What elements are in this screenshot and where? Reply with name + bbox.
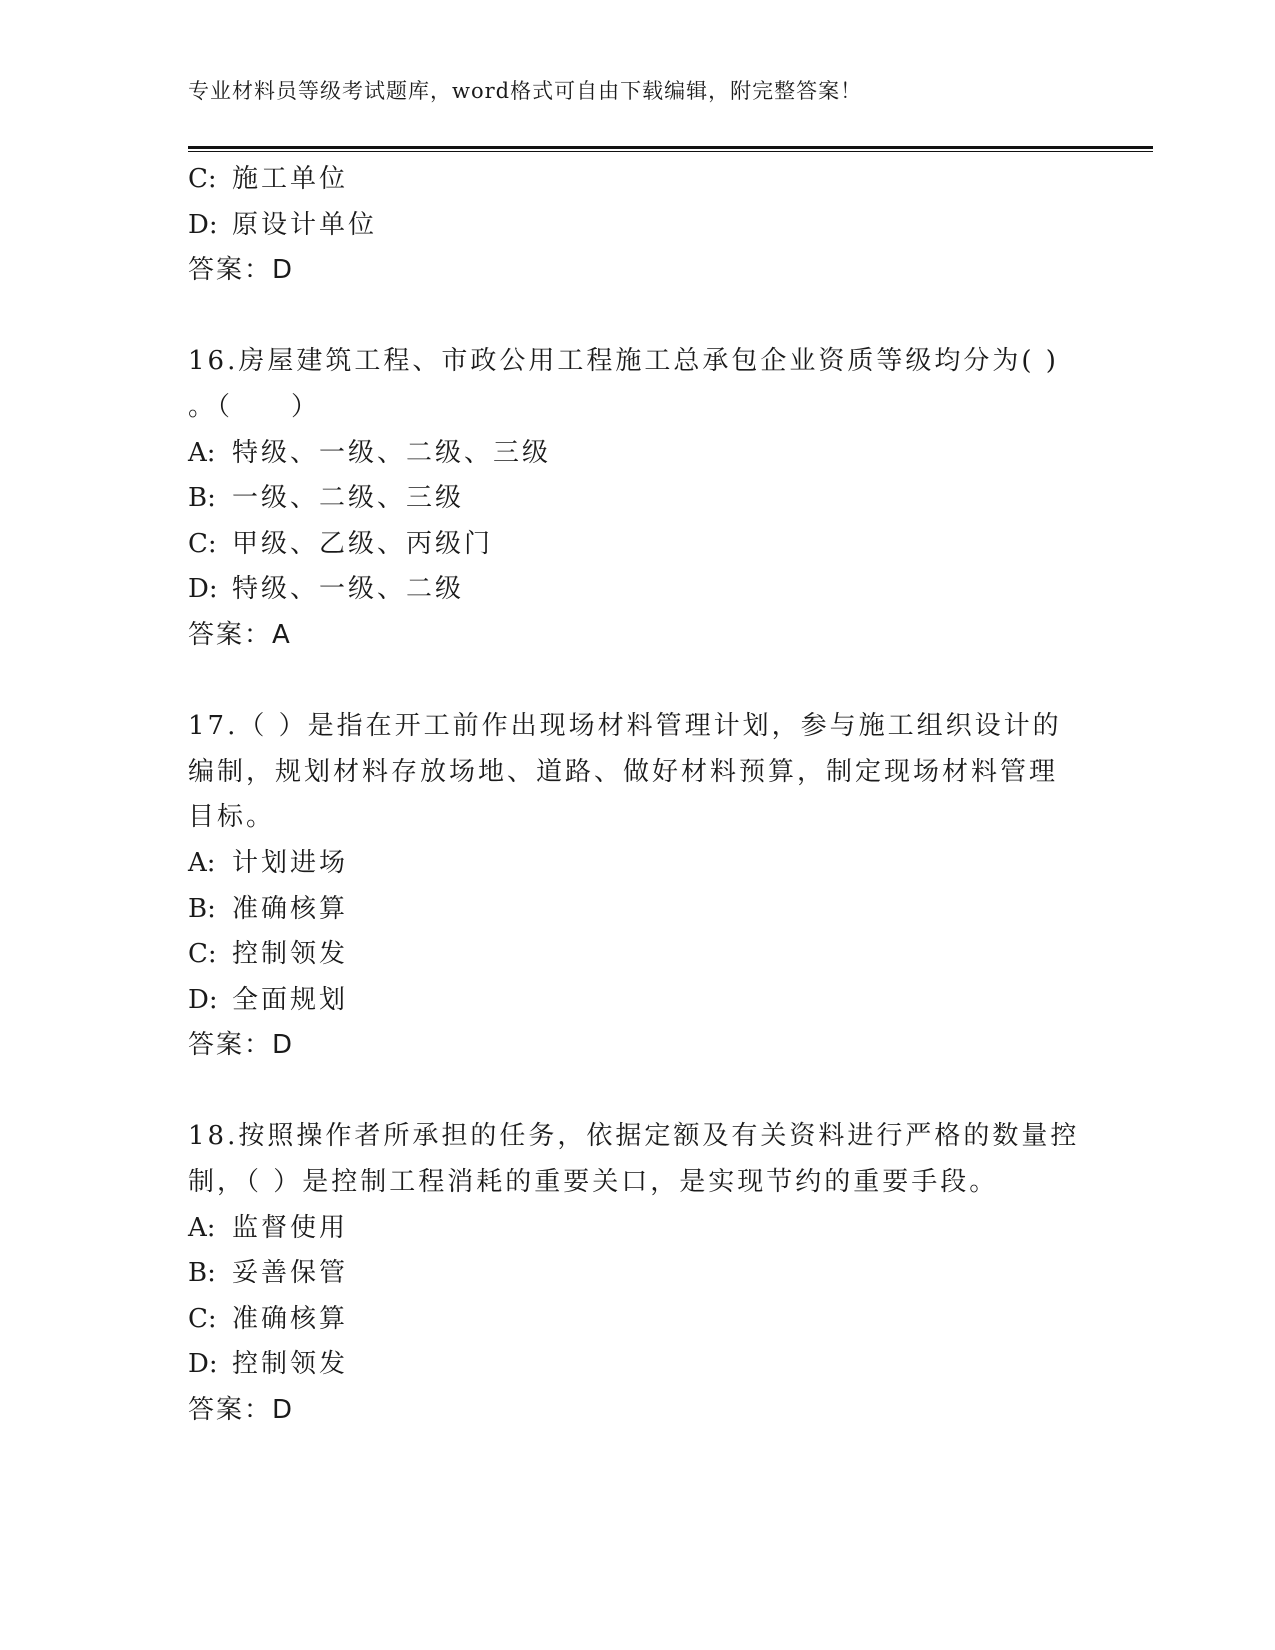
question-17-line-1: 17.（ ）是指在开工前作出现场材料管理计划，参与施工组织设计的 xyxy=(188,711,1062,742)
spacer xyxy=(188,1069,1088,1115)
option-a: A: 特级、一级、二级、三级 xyxy=(188,437,552,468)
question-18-line-2: 制，（ ）是控制工程消耗的重要关口，是实现节约的重要手段。 xyxy=(188,1167,999,1198)
spacer xyxy=(188,659,1088,705)
document-body xyxy=(188,157,1088,1434)
question-17-line-2: 编制，规划材料存放场地、道路、做好材料预算，制定现场材料管理 xyxy=(188,756,1059,787)
option-c: C: 施工单位 xyxy=(188,164,349,194)
option-a: A: 监督使用 xyxy=(188,1212,349,1243)
answer-line: 答案：D xyxy=(188,255,295,286)
option-d: D: 全面规划 xyxy=(188,984,349,1015)
option-b: B: 准确核算 xyxy=(188,893,349,924)
option-c: C: 准确核算 xyxy=(188,1303,349,1334)
page-header: 专业材料员等级考试题库，word格式可自由下载编辑，附完整答案！ xyxy=(188,79,863,103)
option-c: C: 控制领发 xyxy=(188,939,349,970)
question-16-line-2: 。（ ） xyxy=(188,391,321,422)
answer-line: 答案：D xyxy=(188,1030,295,1061)
option-d: D: 特级、一级、二级 xyxy=(188,574,465,605)
option-d: D: 控制领发 xyxy=(188,1349,349,1380)
option-a: A: 计划进场 xyxy=(188,847,349,878)
question-17-line-3: 目标。 xyxy=(188,802,276,833)
answer-line: 答案：D xyxy=(188,1395,295,1426)
question-16-line-1: 16.房屋建筑工程、市政公用工程施工总承包企业资质等级均分为( ) xyxy=(188,346,1059,377)
question-18-line-1: 18.按照操作者所承担的任务，依据定额及有关资料进行严格的数量控 xyxy=(188,1121,1080,1152)
header-rule-thin xyxy=(188,151,1153,152)
option-d: D: 原设计单位 xyxy=(188,209,378,240)
header-rule xyxy=(188,146,1153,149)
answer-line: 答案：A xyxy=(188,619,292,650)
option-c: C: 甲级、乙级、丙级门 xyxy=(188,528,494,559)
option-b: B: 妥善保管 xyxy=(188,1258,349,1289)
spacer xyxy=(188,294,1088,340)
option-b: B: 一级、二级、三级 xyxy=(188,483,465,514)
